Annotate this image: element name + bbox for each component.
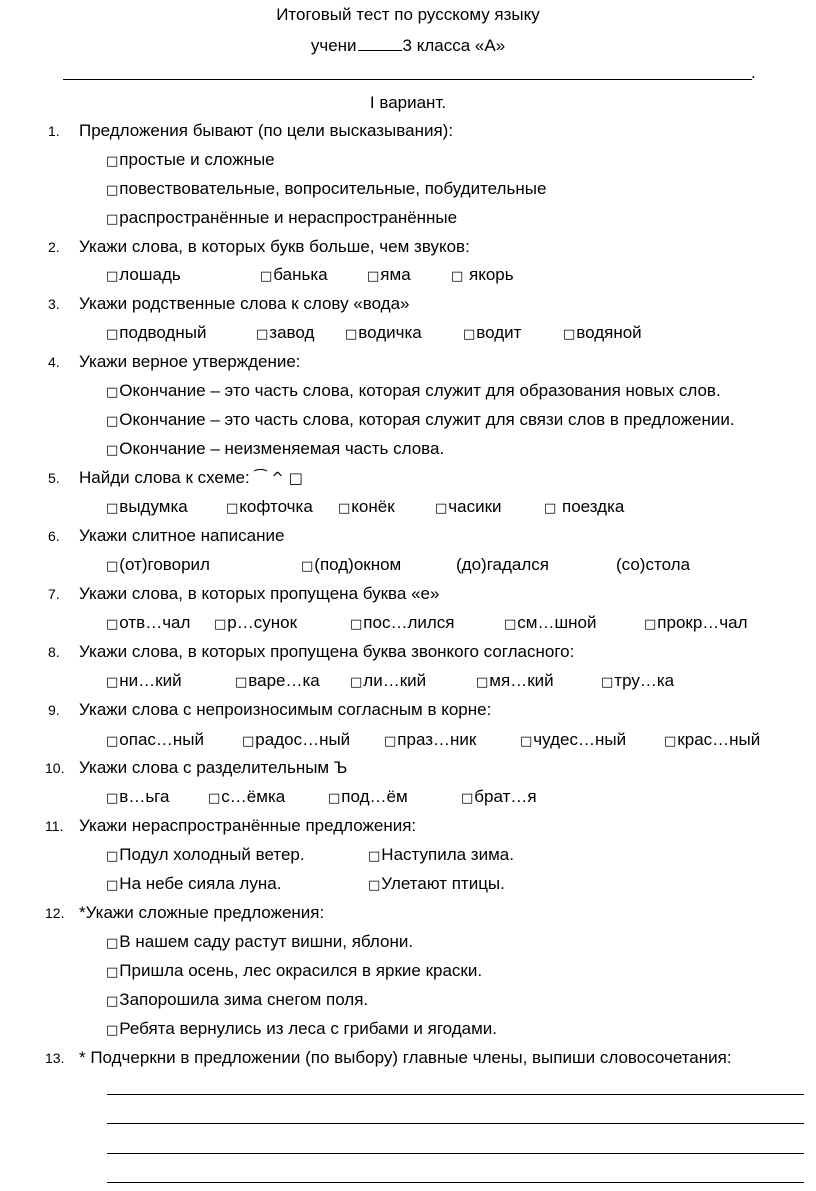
- checkbox-icon[interactable]: □: [106, 443, 119, 458]
- checkbox-icon[interactable]: □: [368, 878, 381, 893]
- answer-option[interactable]: [328, 786, 408, 810]
- answer-option[interactable]: [476, 670, 554, 694]
- option-label: подводный: [119, 323, 207, 342]
- checkbox-icon[interactable]: □: [106, 183, 119, 198]
- answer-option[interactable]: [226, 496, 313, 520]
- answer-option[interactable]: [106, 1018, 497, 1042]
- checkbox-icon[interactable]: □: [214, 617, 227, 632]
- question-text: Укажи слова с непроизносимым согласным в корне:: [79, 700, 492, 719]
- option-label: брат…я: [474, 787, 537, 806]
- option-label: (от)говорил: [119, 555, 210, 574]
- checkbox-icon[interactable]: □: [235, 675, 248, 690]
- question-text: Укажи родственные слова к слову «вода»: [79, 294, 410, 313]
- answer-option[interactable]: [242, 729, 350, 753]
- answer-option[interactable]: [544, 496, 624, 520]
- answer-option[interactable]: [106, 496, 188, 520]
- checkbox-icon[interactable]: □: [504, 617, 517, 632]
- answer-option[interactable]: [106, 729, 204, 753]
- option-label: мя…кий: [489, 671, 554, 690]
- class-line-prefix: учени: [310, 36, 357, 55]
- option-label: (до)гадался: [456, 555, 549, 574]
- checkbox-icon[interactable]: □: [106, 1023, 119, 1038]
- checkbox-icon[interactable]: □: [338, 501, 351, 516]
- option-label: Пришла осень, лес окрасился в яркие краски.: [119, 961, 483, 980]
- option-label: выдумка: [119, 497, 188, 516]
- answer-option[interactable]: [208, 786, 285, 810]
- answer-option[interactable]: [367, 264, 411, 288]
- checkbox-icon[interactable]: □: [208, 791, 221, 806]
- answer-option[interactable]: [106, 612, 190, 636]
- option-label: конёк: [351, 497, 395, 516]
- checkbox-icon[interactable]: □: [601, 675, 614, 690]
- checkbox-icon[interactable]: □: [242, 734, 255, 749]
- option-label: повествовательные, вопросительные, побудительные: [119, 179, 547, 198]
- answer-option[interactable]: [106, 554, 210, 578]
- question-text: Укажи слова, в которых пропущена буква звонкого согласного:: [79, 642, 575, 661]
- answer-option[interactable]: [106, 322, 206, 346]
- option-label: простые и сложные: [119, 150, 275, 169]
- checkbox-icon[interactable]: □: [350, 675, 363, 690]
- answer-option[interactable]: [461, 786, 537, 810]
- class-line: [0, 34, 816, 57]
- page-title: Итоговый тест по русскому языку: [276, 5, 540, 24]
- answer-option[interactable]: [435, 496, 502, 520]
- checkbox-icon[interactable]: □: [106, 212, 119, 227]
- option-label: в…ьга: [119, 787, 170, 806]
- answer-option[interactable]: [563, 322, 642, 346]
- answer-option[interactable]: [520, 729, 626, 753]
- answer-line[interactable]: [107, 1094, 804, 1095]
- answer-option[interactable]: [338, 496, 395, 520]
- checkbox-icon[interactable]: □: [563, 327, 576, 342]
- option-label: тру…ка: [614, 671, 675, 690]
- answer-line[interactable]: [107, 1182, 804, 1183]
- checkbox-icon[interactable]: □: [644, 617, 657, 632]
- question-text: Укажи слова, в которых пропущена буква «е»: [79, 584, 440, 603]
- answer-option[interactable]: [345, 322, 422, 346]
- option-label: распространённые и нераспространённые: [119, 208, 458, 227]
- question-number: 13.: [45, 1050, 65, 1066]
- question-text: *Укажи сложные предложения:: [79, 903, 325, 922]
- option-label: чудес…ный: [533, 730, 627, 749]
- question-text: * Подчеркни в предложении (по выбору) главные члены, выпиши словосочетания:: [79, 1048, 732, 1067]
- checkbox-icon[interactable]: □: [435, 501, 448, 516]
- answer-option[interactable]: [451, 264, 514, 288]
- answer-option[interactable]: [106, 844, 305, 868]
- option-label: В нашем саду растут вишни, яблони.: [119, 932, 414, 951]
- answer-option[interactable]: [504, 612, 596, 636]
- option-label: На небе сияла луна.: [119, 874, 282, 893]
- option-label: ни…кий: [119, 671, 182, 690]
- answer-option[interactable]: [616, 554, 690, 576]
- answer-option[interactable]: [106, 438, 444, 462]
- answer-option[interactable]: [235, 670, 320, 694]
- option-label: яма: [380, 265, 411, 284]
- checkbox-icon[interactable]: □: [476, 675, 489, 690]
- student-name-line[interactable]: [63, 79, 752, 80]
- answer-line[interactable]: [107, 1123, 804, 1124]
- question-number: 10.: [45, 760, 65, 776]
- checkbox-icon[interactable]: □: [461, 791, 474, 806]
- checkbox-icon[interactable]: □: [106, 936, 119, 951]
- answer-option[interactable]: [106, 931, 413, 955]
- checkbox-icon[interactable]: □: [345, 327, 358, 342]
- checkbox-icon[interactable]: □: [106, 849, 119, 864]
- answer-option[interactable]: [601, 670, 674, 694]
- option-label: прокр…чал: [657, 613, 748, 632]
- option-label: банька: [273, 265, 328, 284]
- option-label: ли…кий: [363, 671, 427, 690]
- checkbox-icon[interactable]: □: [106, 501, 119, 516]
- checkbox-icon[interactable]: □: [368, 849, 381, 864]
- question-text: Укажи слитное написание: [79, 526, 285, 545]
- option-label: часики: [448, 497, 502, 516]
- option-label: завод: [269, 323, 315, 342]
- checkbox-icon[interactable]: □: [301, 559, 314, 574]
- option-label: варе…ка: [248, 671, 320, 690]
- checkbox-icon[interactable]: □: [106, 734, 119, 749]
- answer-option[interactable]: [106, 786, 169, 810]
- answer-option[interactable]: [384, 729, 476, 753]
- answer-option[interactable]: [456, 554, 549, 576]
- option-label: опас…ный: [119, 730, 205, 749]
- checkbox-icon[interactable]: □: [106, 154, 119, 169]
- answer-option[interactable]: [301, 554, 401, 578]
- answer-option[interactable]: [106, 873, 281, 897]
- checkbox-icon[interactable]: □: [106, 791, 119, 806]
- option-label: кофточка: [239, 497, 313, 516]
- answer-option[interactable]: [106, 264, 181, 288]
- answer-option[interactable]: [106, 149, 275, 173]
- option-label: радос…ный: [255, 730, 351, 749]
- checkbox-icon[interactable]: □: [328, 791, 341, 806]
- option-label: водит: [476, 323, 522, 342]
- checkbox-icon[interactable]: □: [106, 617, 119, 632]
- option-label: Подул холодный ветер.: [119, 845, 305, 864]
- question-number: 12.: [45, 905, 65, 921]
- checkbox-icon[interactable]: □: [226, 501, 239, 516]
- option-label: крас…ный: [677, 730, 761, 749]
- answer-option[interactable]: [106, 207, 457, 231]
- answer-option[interactable]: [106, 670, 182, 694]
- checkbox-icon[interactable]: □: [106, 269, 119, 284]
- answer-option[interactable]: [106, 409, 735, 433]
- question-text: [79, 467, 303, 489]
- option-label: лошадь: [119, 265, 181, 284]
- checkbox-icon[interactable]: □: [106, 878, 119, 893]
- checkbox-icon[interactable]: □: [106, 327, 119, 342]
- checkbox-icon[interactable]: □: [350, 617, 363, 632]
- checkbox-icon[interactable]: □: [106, 994, 119, 1009]
- student-ending-blank[interactable]: [358, 34, 402, 51]
- option-label: якорь: [464, 265, 514, 284]
- checkbox-icon[interactable]: □: [106, 559, 119, 574]
- option-label: пос…лился: [363, 613, 455, 632]
- option-label: отв…чал: [119, 613, 191, 632]
- option-label: поездка: [557, 497, 625, 516]
- question-text: Предложения бывают (по цели высказывания):: [79, 121, 454, 140]
- option-label: Окончание – это часть слова, которая служит для связи слов в предложении.: [119, 410, 735, 429]
- question-text: Укажи слова, в которых букв больше, чем звуков:: [79, 237, 470, 256]
- answer-option[interactable]: [368, 873, 505, 897]
- answer-option[interactable]: [350, 670, 426, 694]
- question-number: 7.: [48, 586, 60, 602]
- class-line-suffix: 3 класса «А»: [402, 36, 506, 55]
- question-number: 2.: [48, 239, 60, 255]
- answer-option[interactable]: [106, 178, 546, 202]
- checkbox-icon[interactable]: □: [384, 734, 397, 749]
- question-number: 8.: [48, 644, 60, 660]
- answer-option[interactable]: [256, 322, 314, 346]
- checkbox-icon[interactable]: □: [367, 269, 380, 284]
- checkbox-icon[interactable]: □: [463, 327, 476, 342]
- answer-option[interactable]: [368, 844, 514, 868]
- option-label: Окончание – это часть слова, которая служит для образования новых слов.: [119, 381, 721, 400]
- option-label: Наступила зима.: [381, 845, 514, 864]
- question-text-label: Найди слова к схеме:: [79, 468, 250, 487]
- checkbox-icon[interactable]: □: [544, 501, 557, 516]
- answer-option[interactable]: [664, 729, 760, 753]
- option-label: водяной: [576, 323, 642, 342]
- answer-option[interactable]: [463, 322, 521, 346]
- checkbox-icon[interactable]: □: [451, 269, 464, 284]
- answer-option[interactable]: [350, 612, 455, 636]
- question-number: 5.: [48, 470, 60, 486]
- option-label: праз…ник: [397, 730, 477, 749]
- checkbox-icon[interactable]: □: [106, 385, 119, 400]
- word-scheme: ⁀ ^ □: [254, 469, 303, 487]
- question-number: 11.: [45, 818, 64, 834]
- question-text: Укажи нераспространённые предложения:: [79, 816, 417, 835]
- name-line-period: .: [751, 63, 756, 82]
- checkbox-icon[interactable]: □: [260, 269, 273, 284]
- checkbox-icon[interactable]: □: [106, 675, 119, 690]
- checkbox-icon[interactable]: □: [106, 414, 119, 429]
- answer-option[interactable]: [106, 989, 368, 1013]
- question-number: 9.: [48, 702, 60, 718]
- question-number: 3.: [48, 296, 60, 312]
- answer-option[interactable]: [214, 612, 297, 636]
- question-number: 4.: [48, 354, 60, 370]
- question-number: 1.: [48, 123, 60, 139]
- option-label: Окончание – неизменяемая часть слова.: [119, 439, 445, 458]
- answer-option[interactable]: [644, 612, 748, 636]
- checkbox-icon[interactable]: □: [106, 965, 119, 980]
- option-label: Ребята вернулись из леса с грибами и ягодами.: [119, 1019, 498, 1038]
- question-number: 6.: [48, 528, 60, 544]
- option-label: под…ём: [341, 787, 408, 806]
- option-label: водичка: [358, 323, 422, 342]
- checkbox-icon[interactable]: □: [664, 734, 677, 749]
- option-label: с…ёмка: [221, 787, 286, 806]
- variant-heading: I вариант.: [369, 93, 447, 112]
- option-label: Запорошила зима снегом поля.: [119, 990, 369, 1009]
- option-label: (под)окном: [314, 555, 402, 574]
- checkbox-icon[interactable]: □: [256, 327, 269, 342]
- option-label: Улетают птицы.: [381, 874, 505, 893]
- option-label: (со)стола: [616, 555, 691, 574]
- option-label: р…сунок: [227, 613, 298, 632]
- answer-option[interactable]: [260, 264, 328, 288]
- answer-line[interactable]: [107, 1153, 804, 1154]
- answer-option[interactable]: [106, 960, 482, 984]
- question-text: Укажи слова с разделительным Ъ: [79, 758, 348, 777]
- checkbox-icon[interactable]: □: [520, 734, 533, 749]
- option-label: см…шной: [517, 613, 597, 632]
- answer-option[interactable]: [106, 380, 721, 404]
- question-text: Укажи верное утверждение:: [79, 352, 301, 371]
